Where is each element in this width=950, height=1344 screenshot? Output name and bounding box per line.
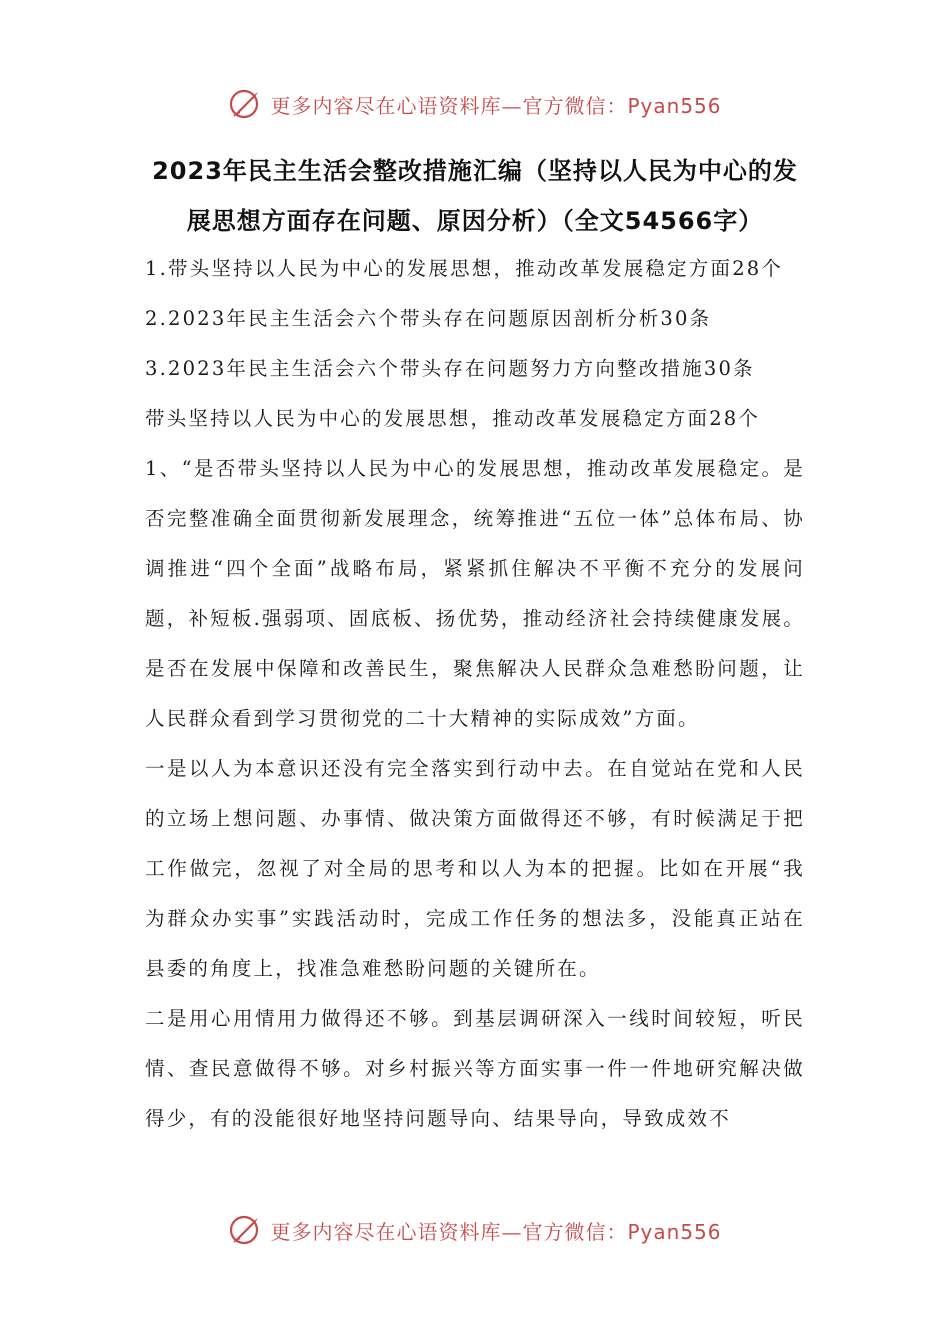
header-banner xyxy=(0,84,950,124)
document-body xyxy=(145,244,805,1144)
banner-wechat-id: Pyan556 xyxy=(627,93,722,118)
document-title xyxy=(145,146,805,246)
footer-banner-text xyxy=(270,1216,721,1245)
pen-logo-icon xyxy=(228,86,264,122)
title-line-2: 展思想方面存在问题、原因分析）（全文54566字） xyxy=(186,207,764,235)
paragraph-3: 二是用心用情用力做得还不够。到基层调研深入一线时间较短，听民情、查民意做得不够。对乡村振兴等方面实事一件一件地研究解决做得少，有的没能很好地坚持问题导向、结果导向，导致成效不 xyxy=(145,1007,805,1130)
toc-item-3: 3.2023年民主生活会六个带头存在问题努力方向整改措施30条 xyxy=(145,357,755,380)
footer-banner-label: 更多内容尽在心语资料库—官方微信： xyxy=(270,1219,628,1244)
footer-banner-wechat-id: Pyan556 xyxy=(627,1219,722,1244)
paragraph-1: 1、“是否带头坚持以人民为中心的发展思想，推动改革发展稳定。是否完整准确全面贯彻新发展理念，统筹推进“五位一体”总体布局、协调推进“四个全面”战略布局，紧紧抓住解决不平衡不充分的发展问题，补短板.强弱项、固底板、扬优势，推动经济社会持续健康发展。是否在发展中保障和改善民生，聚焦解决人民群众急难愁盼问题，让人民群众看到学习贯彻党的二十大精神的实际成效”方面。 xyxy=(145,457,805,730)
pen-logo-icon xyxy=(228,1212,264,1248)
footer-banner xyxy=(0,1210,950,1250)
paragraph-2: 一是以人为本意识还没有完全落实到行动中去。在自觉站在党和人民的立场上想问题、办事情、做决策方面做得还不够，有时候满足于把工作做完，忽视了对全局的思考和以人为本的把握。比如在开展“我为群众办实事”实践活动时，完成工作任务的想法多，没能真正站在县委的角度上，找准急难愁盼问题的关键所在。 xyxy=(145,757,805,980)
title-line-1: 2023年民主生活会整改措施汇编（坚持以人民为中心的发 xyxy=(152,157,798,185)
banner-text xyxy=(270,90,721,119)
toc-item-1: 1.带头坚持以人民为中心的发展思想，推动改革发展稳定方面28个 xyxy=(145,257,784,280)
toc-item-2: 2.2023年民主生活会六个带头存在问题原因剖析分析30条 xyxy=(145,307,712,330)
section-heading: 带头坚持以人民为中心的发展思想，推动改革发展稳定方面28个 xyxy=(145,407,761,430)
banner-label: 更多内容尽在心语资料库—官方微信： xyxy=(270,93,628,118)
